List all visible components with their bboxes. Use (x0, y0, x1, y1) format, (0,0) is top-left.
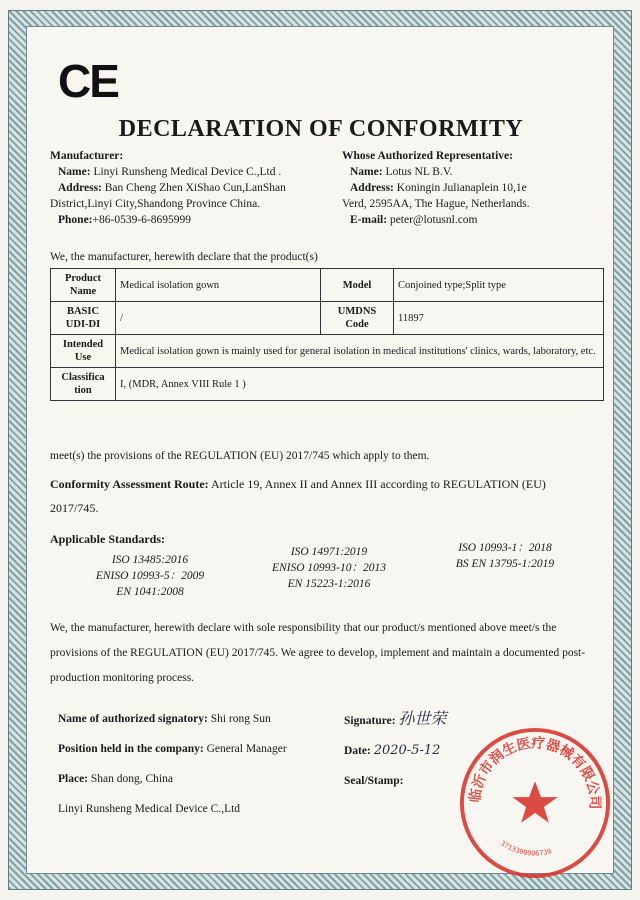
representative-email-label: E-mail: (350, 214, 388, 226)
conformity-route (50, 472, 590, 520)
manufacturer-name: Linyi Runsheng Medical Device C.,Ltd . (93, 166, 282, 178)
table-row (51, 368, 604, 401)
classification-label: Classifica tion (51, 368, 116, 401)
manufacturer-phone-label: Phone: (58, 214, 93, 226)
product-table (50, 268, 604, 401)
standard-item: EN 1041:2008 (116, 586, 184, 598)
manufacturer-block (50, 148, 340, 228)
product-name-label: Product Name (51, 269, 116, 302)
standards-column-2 (254, 544, 404, 592)
standard-item: ENISO 10993-5：2009 (95, 570, 205, 582)
manufacturer-phone: +86-0539-6-8695999 (92, 214, 191, 226)
place-value: Shan dong, China (90, 773, 173, 785)
document-content (38, 36, 604, 866)
standard-item: ENISO 10993-10：2013 (271, 562, 387, 574)
table-row (51, 269, 604, 302)
declaration-intro: We, the manufacturer, herewith declare that the product(s) (50, 251, 318, 263)
manufacturer-heading: Manufacturer: (50, 150, 124, 162)
route-text: Article 19, Annex II and Annex III according to REGULATION (EU) 2017/745. (50, 477, 546, 515)
signature: 孙世荣 (398, 709, 447, 728)
standard-item: ISO 13485:2016 (111, 554, 189, 566)
basic-udi-label: BASIC UDI-DI (51, 302, 116, 335)
representative-address-label: Address: (350, 182, 394, 194)
manufacturer-name-label: Name: (58, 166, 91, 178)
standard-item: ISO 10993-1：2018 (458, 542, 552, 554)
ce-mark: CE (58, 55, 118, 107)
model-value: Conjoined type;Split type (394, 269, 604, 302)
responsibility-declaration: We, the manufacturer, herewith declare with sole responsibility that our product/s mentioned above meet/s the provisions of the REGULATION (EU) 2017/745. We agree to develop, implement and maintain a documented post-production monitoring process. (50, 622, 586, 684)
company-seal (456, 724, 614, 882)
signatory-name: Shi rong Sun (210, 713, 271, 725)
seal-star-icon (512, 781, 557, 822)
date-value: 2020-5-12 (373, 743, 441, 758)
table-row (51, 335, 604, 368)
standards-column-1 (80, 552, 220, 600)
standard-item: BS EN 13795-1:2019 (455, 558, 555, 570)
company-name: Linyi Runsheng Medical Device C.,Ltd (58, 803, 241, 815)
classification-value: I, (MDR, Annex VIII Rule 1 ) (116, 368, 604, 401)
intended-use-label: Intended Use (51, 335, 116, 368)
standard-item: ISO 14971:2019 (290, 546, 368, 558)
standards-heading: Applicable Standards: (50, 532, 166, 546)
seal-number: 3713300006739 (498, 839, 553, 858)
manufacturer-address-label: Address: (58, 182, 102, 194)
manufacturer-address-line-2: District,Linyi City,Shandong Province China. (50, 198, 261, 210)
route-label: Conformity Assessment Route: (50, 477, 209, 491)
signatory-details (58, 704, 287, 824)
umdns-label: UMDNS Code (321, 302, 394, 335)
representative-name-label: Name: (350, 166, 383, 178)
standard-item: EN 15223-1:2016 (287, 578, 371, 590)
representative-name: Lotus NL B.V. (385, 166, 453, 178)
page-title: DECLARATION OF CONFORMITY (118, 116, 524, 142)
seal-text: 临沂市润生医疗器械有限公司 (467, 735, 603, 810)
manufacturer-address-line-1: Ban Cheng Zhen XiShao Cun,LanShan (104, 182, 286, 194)
representative-heading: Whose Authorized Representative: (342, 150, 513, 162)
umdns-value: 11897 (394, 302, 604, 335)
signature-block (344, 704, 446, 796)
product-name: Medical isolation gown (116, 269, 321, 302)
regulation-statement: meet(s) the provisions of the REGULATION (EU) 2017/745 which apply to them. (50, 450, 430, 462)
position-label: Position held in the company: (58, 743, 204, 755)
table-row (51, 302, 604, 335)
seal-label: Seal/Stamp: (344, 775, 404, 787)
place-label: Place: (58, 773, 89, 785)
position-value: General Manager (206, 743, 287, 755)
standards-column-3 (430, 540, 580, 572)
intended-use-value: Medical isolation gown is mainly used for general isolation in medical institutions' clinics, wards, laboratory, etc. (116, 335, 604, 368)
basic-udi-value: / (116, 302, 321, 335)
representative-address-line-1: Koningin Julianaplein 10,1e (396, 182, 527, 194)
representative-block (342, 148, 604, 228)
signature-label: Signature: (344, 715, 396, 727)
representative-address-line-2: Verd, 2595AA, The Hague, Netherlands. (342, 198, 530, 210)
model-label: Model (321, 269, 394, 302)
signatory-name-label: Name of authorized signatory: (58, 713, 208, 725)
date-label: Date: (344, 745, 371, 757)
representative-email: peter@lotusnl.com (389, 214, 478, 226)
